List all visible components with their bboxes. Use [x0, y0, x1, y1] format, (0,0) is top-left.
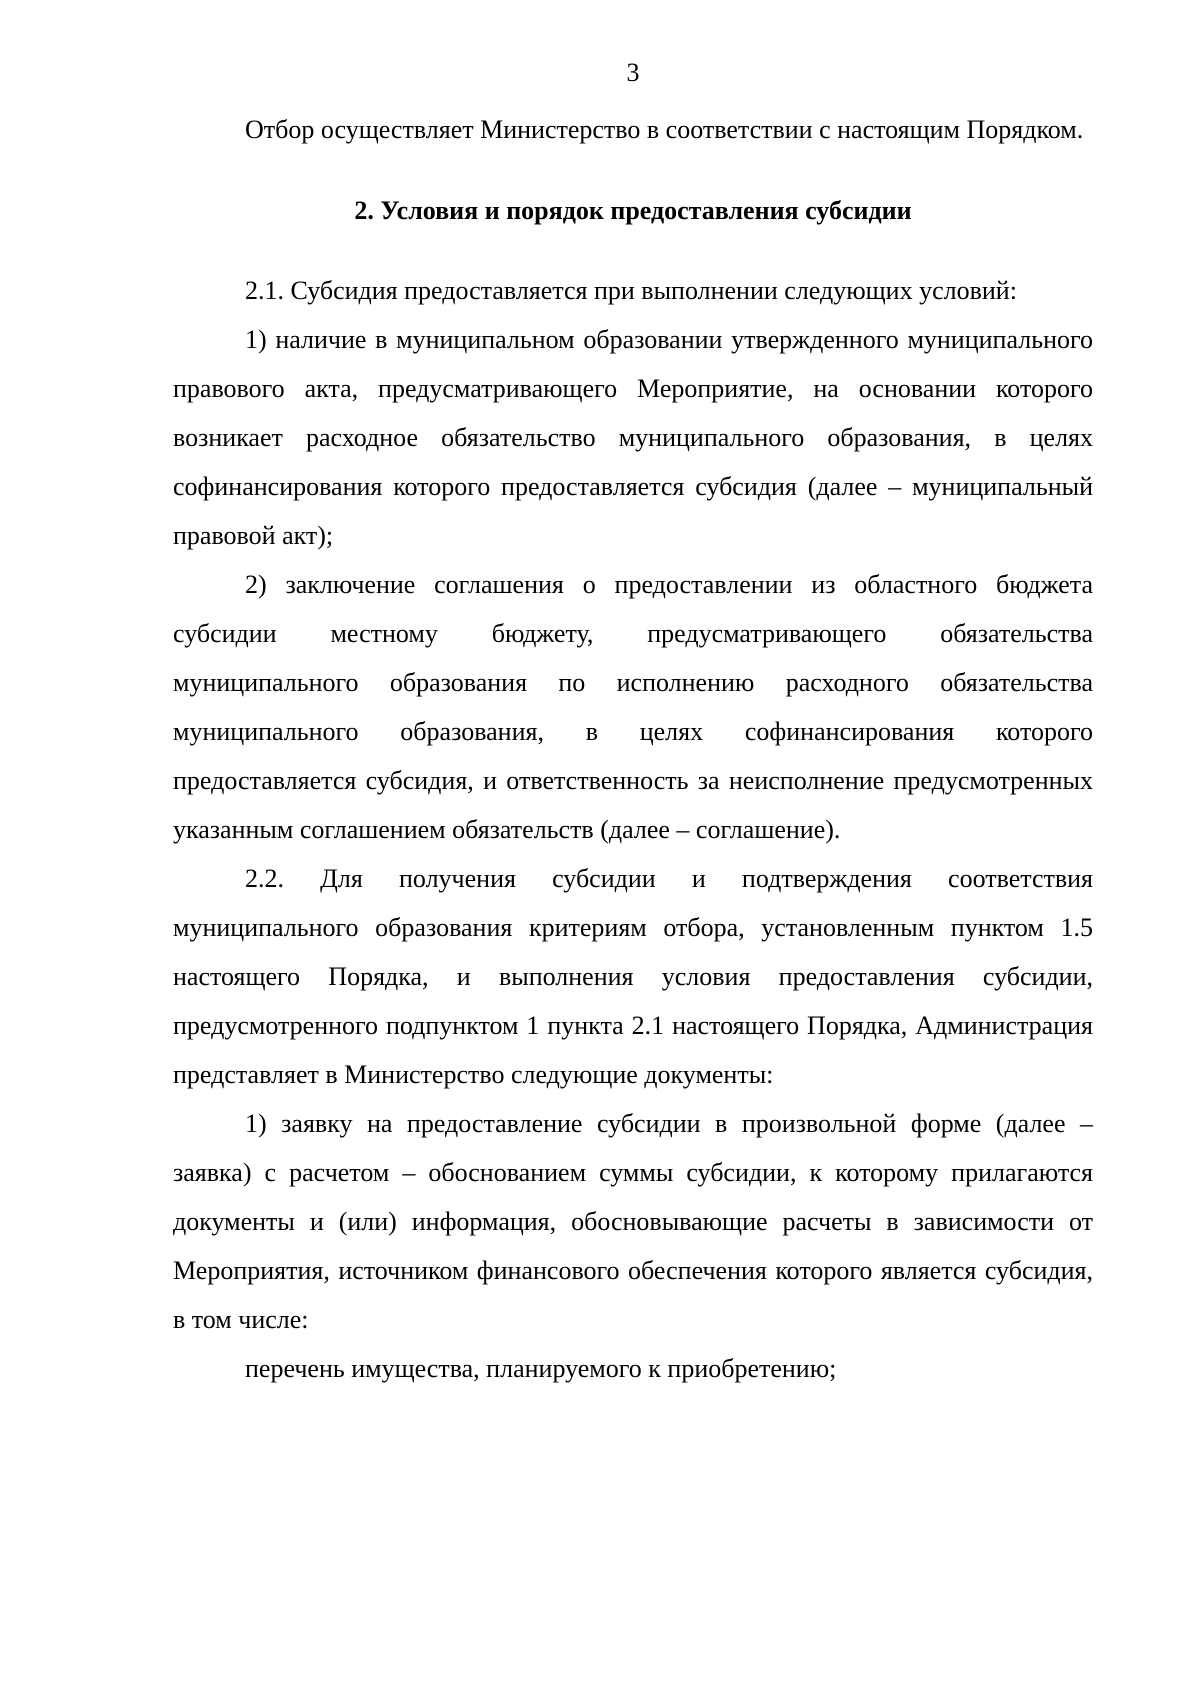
paragraph-2-2-item-1: 1) заявку на предоставление субсидии в произвольной форме (далее – заявка) с расчетом – обоснованием суммы субсидии, к которому прилагаются документы и (или) информация, обосновывающие расчеты в зависимости от Мероприятия, источником финансового обеспечения которого является субсидия, в том числе:: [173, 1109, 1093, 1334]
paragraph-2-1-item-2: 2) заключение соглашения о предоставлении из областного бюджета субсидии местному бюджету, предусматривающего обязательства муниципального образования по исполнению расходного обязательства муниципального образования, в целях софинансирования которого предоставляется субсидия, и ответственность за неисполнение предусмотренных указанным соглашением обязательств (далее – соглашение).: [173, 570, 1093, 844]
paragraph-2-2: 2.2. Для получения субсидии и подтверждения соответствия муниципального образования критериям отбора, установленным пунктом 1.5 настоящего Порядка, и выполнения условия предоставления субсидии, предусмотренного подпунктом 1 пункта 2.1 настоящего Порядка, Администрация представляет в Министерство следующие документы:: [173, 864, 1093, 1089]
paragraph-2-1-item-1: 1) наличие в муниципальном образовании утвержденного муниципального правового акта, предусматривающего Мероприятие, на основании которого возникает расходное обязательство муниципального образования, в целях софинансирования которого предоставляется субсидия (далее – муниципальный правовой акт);: [173, 325, 1093, 550]
paragraph-property-list: перечень имущества, планируемого к приобретению;: [245, 1354, 837, 1383]
paragraph-2-1: 2.1. Субсидия предоставляется при выполнении следующих условий:: [245, 276, 1017, 305]
section-heading: 2. Условия и порядок предоставления субсидии: [354, 196, 912, 225]
document-page: [173, 0, 1093, 1697]
document-body: [173, 105, 1093, 1393]
paragraph-selection-by-ministry: Отбор осуществляет Министерство в соответствии с настоящим Порядком.: [245, 115, 1084, 144]
page-number: 3: [626, 58, 640, 87]
